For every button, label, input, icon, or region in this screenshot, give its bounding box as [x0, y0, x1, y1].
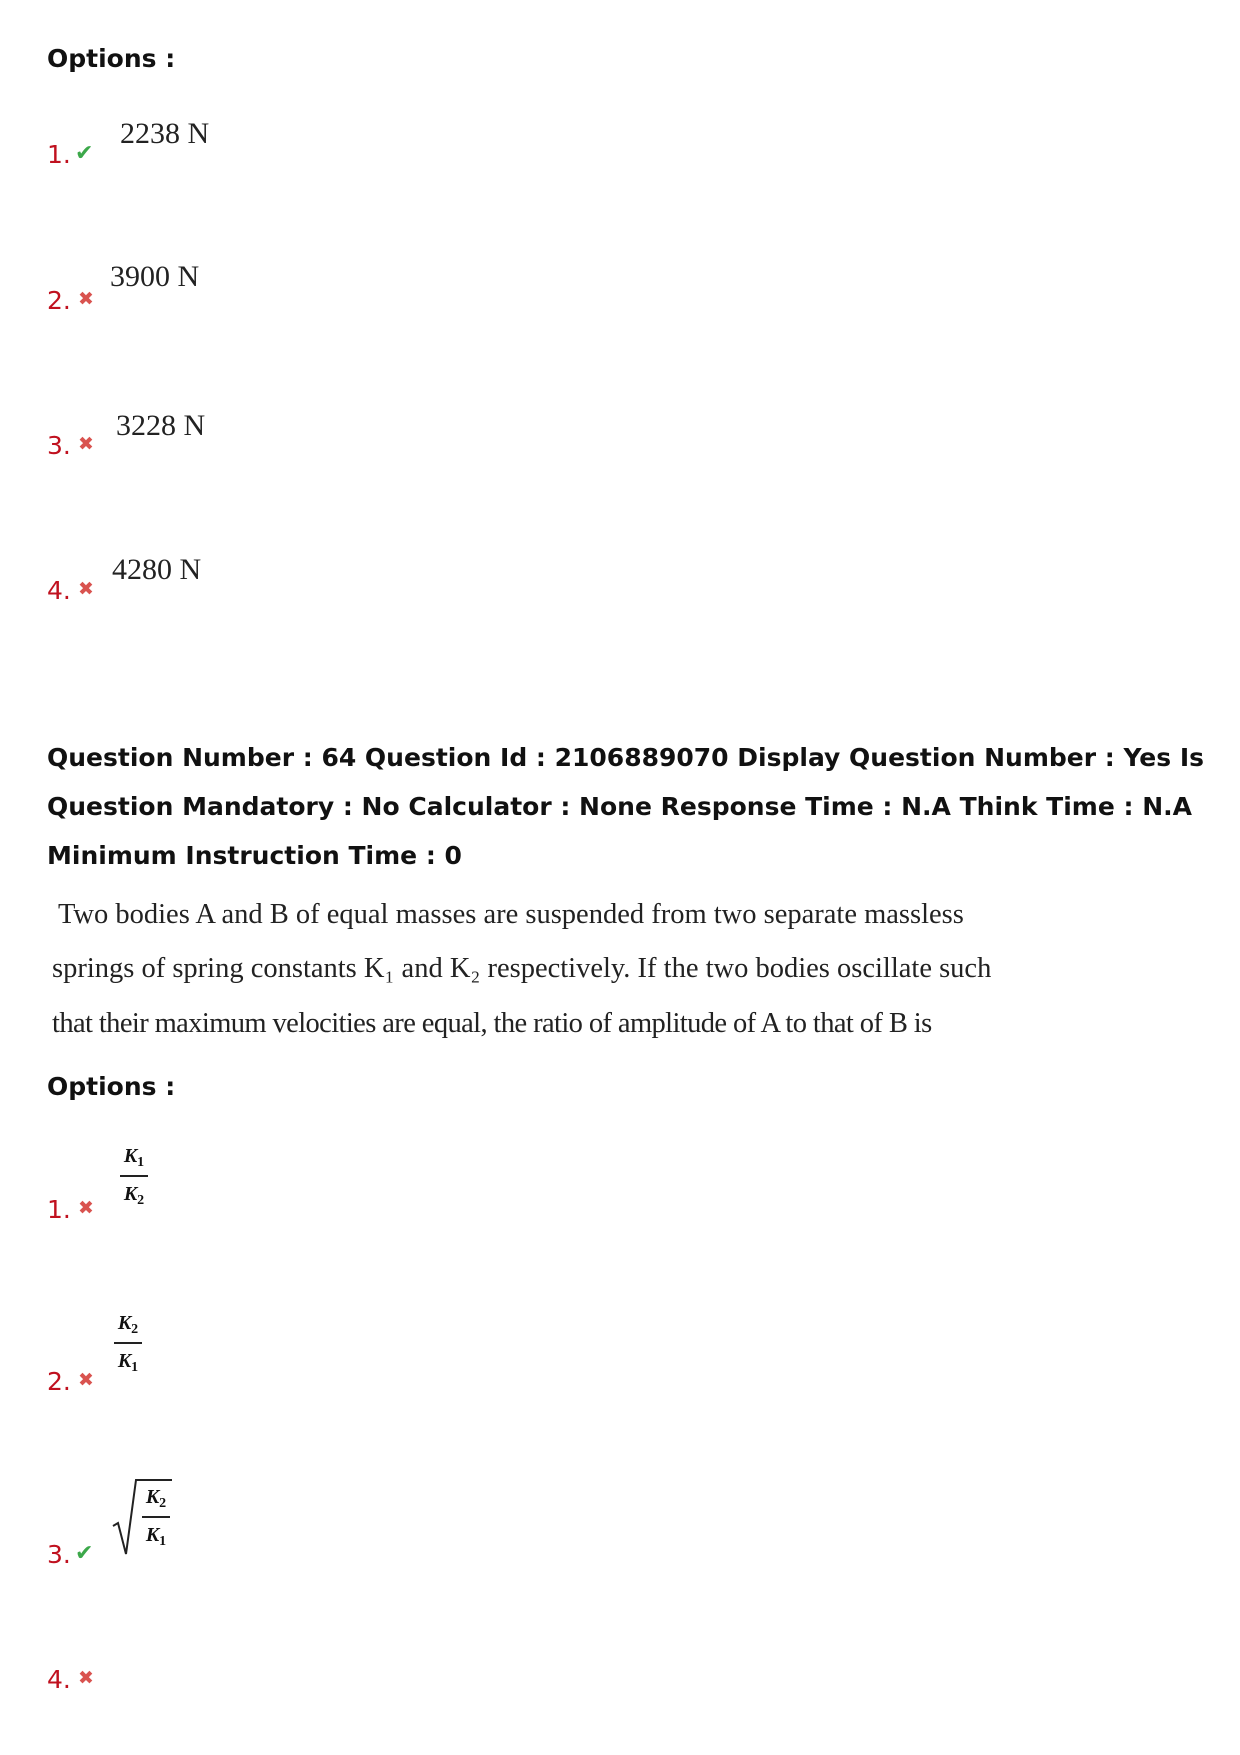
- option-text: 3900 N: [110, 260, 200, 293]
- numerator: $K_2$: [117, 1312, 139, 1337]
- option-number: 4.: [47, 576, 71, 605]
- option-number: 1.: [47, 1195, 71, 1224]
- option-number: 1.: [47, 140, 71, 169]
- fraction-bar: [114, 1342, 142, 1344]
- options-heading: Options :: [47, 1072, 176, 1101]
- fraction-k1-over-k2: [120, 1145, 148, 1209]
- cross-icon: ✖: [78, 578, 94, 600]
- question-stem-line-1: Two bodies A and B of equal masses are suspended from two separate massless: [58, 899, 964, 930]
- option-text: 3228 N: [116, 409, 206, 442]
- fraction-bar: [142, 1516, 170, 1518]
- question-stem-line-2: springs of spring constants K₁ and K₂ respectively. If the two bodies oscillate such: [52, 953, 992, 984]
- numerator: $K_2$: [145, 1486, 167, 1511]
- denominator: $K_1$: [117, 1350, 139, 1375]
- option-number: 3.: [47, 1540, 71, 1569]
- cross-icon: ✖: [78, 433, 94, 455]
- question-meta: Question Number : 64 Question Id : 2106889070 Display Question Number : Yes Is Question Mandatory : No Calculator : None Response Time : N.A Think Time : N.A Minimum Instruction Time : 0: [47, 743, 1205, 870]
- options-heading: Options :: [47, 44, 176, 73]
- option-text: 2238 N: [120, 117, 210, 150]
- option-number: 2.: [47, 1367, 71, 1396]
- denominator: $K_2$: [123, 1183, 145, 1208]
- check-icon: ✔: [75, 141, 94, 166]
- option-number: 4.: [47, 1665, 71, 1694]
- check-icon: ✔: [75, 1541, 94, 1566]
- cross-icon: ✖: [78, 1667, 94, 1689]
- fraction-bar: [120, 1175, 148, 1177]
- cross-icon: ✖: [78, 1197, 94, 1219]
- sqrt-k2-over-k1: [110, 1476, 174, 1562]
- numerator: $K_1$: [123, 1145, 145, 1170]
- question-stem-line-3: that their maximum velocities are equal, the ratio of amplitude of A to that of B is: [52, 1008, 932, 1039]
- cross-icon: ✖: [78, 288, 94, 310]
- denominator: $K_1$: [145, 1524, 167, 1549]
- option-number: 2.: [47, 286, 71, 315]
- cross-icon: ✖: [78, 1369, 94, 1391]
- option-text: 4280 N: [112, 553, 202, 586]
- fraction-k2-over-k1: [114, 1312, 142, 1376]
- fraction-k2-over-k1: [142, 1486, 170, 1550]
- option-number: 3.: [47, 431, 71, 460]
